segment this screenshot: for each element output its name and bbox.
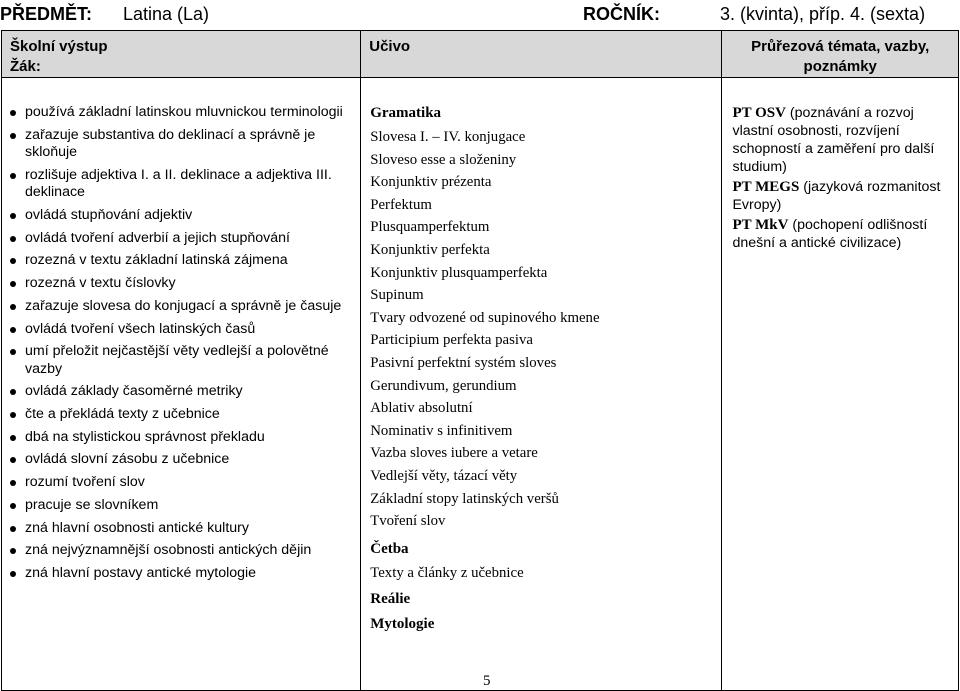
grade-value: 3. (kvinta), příp. 4. (sexta) [720,4,926,24]
grammar-item: Konjunktiv prézenta [370,174,492,191]
grammar-item: Konjunktiv plusquamperfekta [370,264,548,281]
crosscutting-notes [722,78,958,252]
grammar-list [370,126,715,533]
outcome-item: zná nejvýznamnější osobnosti antických dějin [2,542,360,560]
grammar-item: Supinum [370,287,424,304]
outcome-item: zná hlavní postavy antické mytologie [2,565,360,583]
grammar-item: Základní stopy latinských veršů [370,490,559,507]
outcome-header-line-1: Školní výstup [10,38,108,55]
outcome-item: čte a překládá texty z učebnice [2,406,360,424]
subject-label: PŘEDMĚT: [0,4,93,24]
outcome-item: rozlišuje adjektiva I. a II. deklinace a adjektiva III. deklinace [2,167,360,202]
grammar-item: Sloveso esse a složeniny [370,151,517,168]
outcome-item: umí přeložit nejčastější věty vedlejší a polovětné vazby [2,343,360,378]
note-entry [732,178,948,214]
note-code: PT MkV [732,217,789,233]
grammar-item: Vazba sloves iubere a vetare [370,445,538,462]
outcome-item: ovládá tvoření adverbií a jejich stupňování [2,230,360,248]
note-code: PT MEGS [732,179,800,195]
crosscutting-header-line-1: Průřezová témata, vazby, [751,38,930,55]
outcome-item: rozezná v textu základní latinská zájmena [2,252,360,270]
note-entry [732,104,948,176]
outcome-item: zná hlavní osobnosti antické kultury [2,520,360,538]
reading-heading: Četba [370,540,409,557]
table-header-row [2,31,959,78]
crosscutting-header-line-2: poznámky [803,58,877,75]
note-entry [732,216,948,252]
grammar-item: Tvary odvozené od supinového kmene [370,309,600,326]
outcome-column-header [2,31,361,78]
realia-heading: Reálie [370,591,411,608]
reading-item: Texty a články z učebnice [370,564,524,581]
grammar-item: Ablativ absolutní [370,400,473,417]
outcome-item: ovládá základy časoměrné metriky [2,383,360,401]
note-text: (pochopení odlišností dnešní a antické civilizace) [732,217,928,251]
page-number: 5 [483,673,491,689]
outcome-item: ovládá slovní zásobu z učebnice [2,451,360,469]
grammar-item: Perfektum [370,196,432,213]
reading-list [370,562,715,585]
table-body-row [2,78,959,691]
outcome-item: zařazuje substantiva do deklinací a správně je skloňuje [2,127,360,162]
document-header [0,0,960,30]
outcome-item: rozezná v textu číslovky [2,275,360,293]
crosscutting-column-header [722,31,959,78]
curriculum-header-line-1: Učivo [369,38,411,55]
curriculum-column-header [361,31,722,78]
subject-value: Latina (La) [123,4,210,24]
grade-label: ROČNÍK: [583,4,660,24]
outcomes-list [2,78,360,582]
note-text: (poznávání a rozvoj vlastní osobnosti, rozvíjení schopností a zaměření pro další studium) [732,105,935,175]
grammar-item: Slovesa I. – IV. konjugace [370,129,526,145]
outcome-header-line-2: Žák: [10,58,41,75]
note-code: PT OSV [732,105,786,121]
grammar-item: Pasivní perfektní systém sloves [370,354,557,371]
grammar-heading: Gramatika [370,105,442,121]
outcomes-cell [2,78,361,691]
grammar-item: Gerundivum, gerundium [370,377,517,394]
outcome-item: dbá na stylistickou správnost překladu [2,429,360,447]
curriculum-cell [361,78,722,691]
grammar-item: Participium perfekta pasiva [370,332,533,349]
outcome-item: ovládá stupňování adjektiv [2,207,360,225]
grammar-item: Nominativ s infinitivem [370,422,513,439]
grammar-item: Vedlejší věty, tázací věty [370,467,518,484]
crosscutting-cell [722,78,959,691]
outcome-item: používá základní latinskou mluvnickou terminologii [2,104,360,122]
mythology-heading: Mytologie [370,616,435,633]
outcome-item: rozumí tvoření slov [2,474,360,492]
outcome-item: zařazuje slovesa do konjugací a správně je časuje [2,298,360,316]
outcome-item: pracuje se slovníkem [2,497,360,515]
grammar-item: Konjunktiv perfekta [370,241,490,258]
note-text: (jazyková rozmanitost Evropy) [732,179,941,213]
grammar-item: Plusquamperfektum [370,219,490,236]
outcome-item: ovládá tvoření všech latinských časů [2,321,360,339]
grammar-item: Tvoření slov [370,513,446,530]
curriculum-table [1,30,959,691]
